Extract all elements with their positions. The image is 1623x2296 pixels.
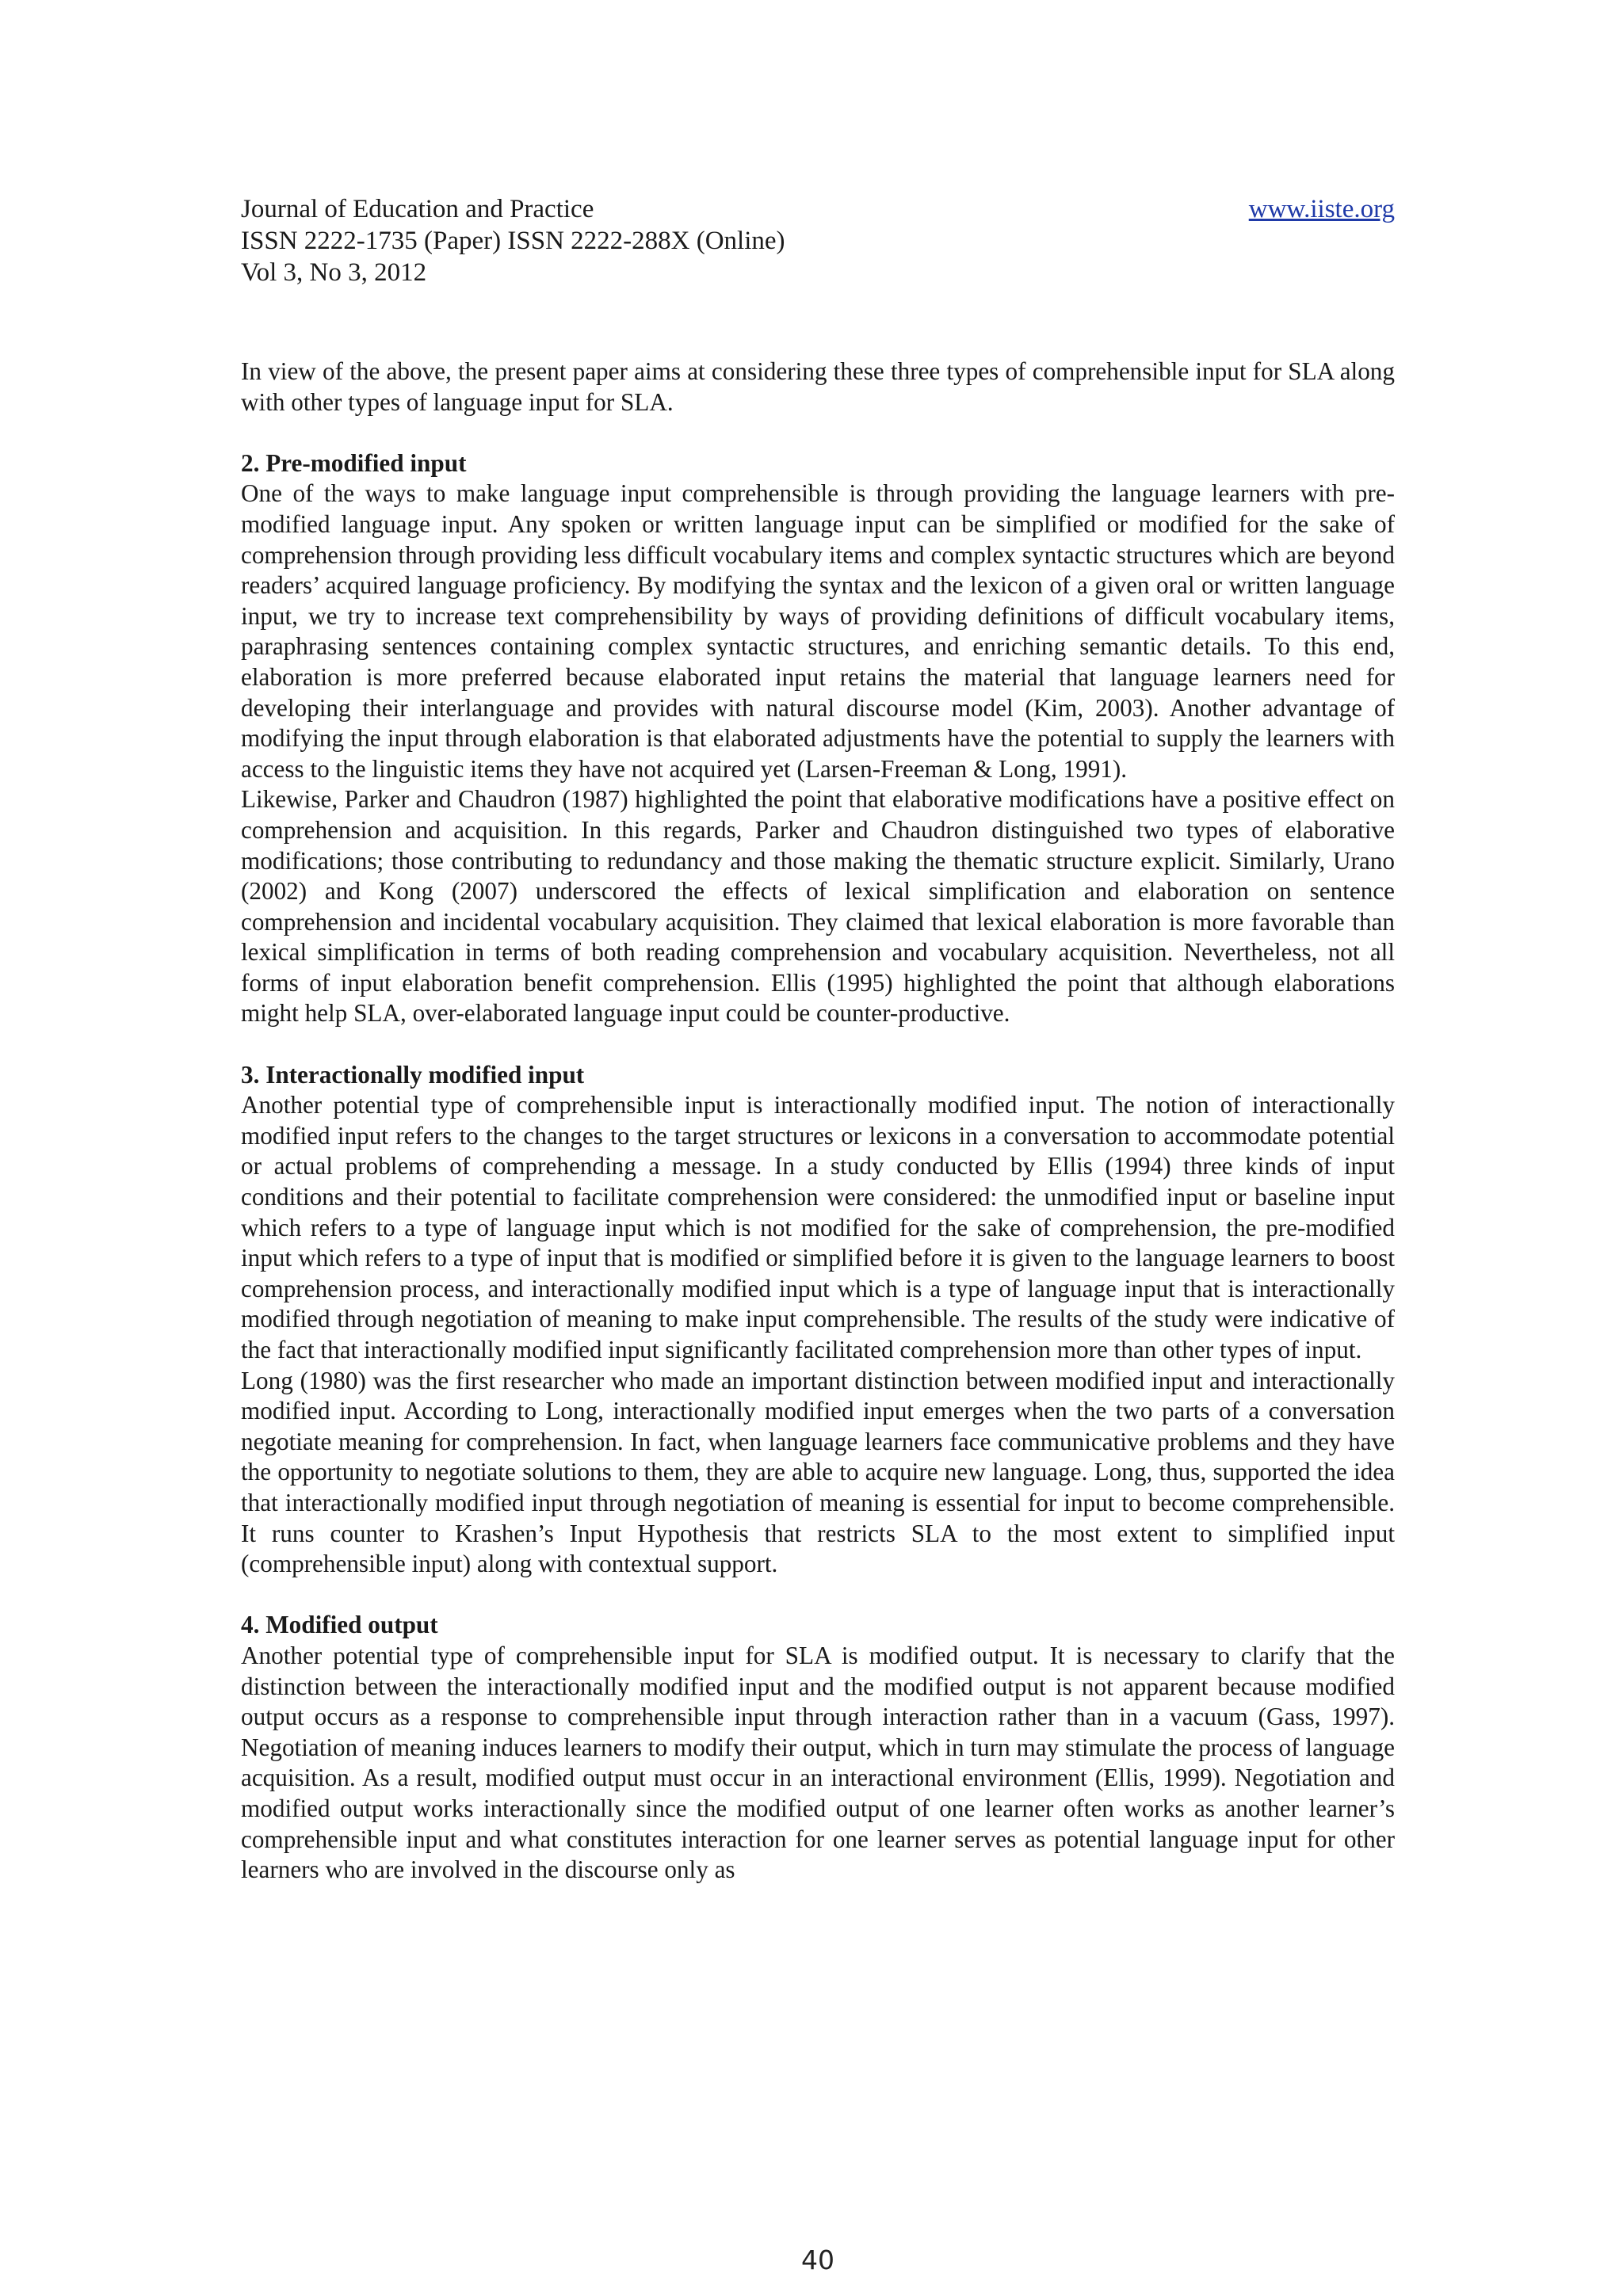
section-spacer <box>241 418 1395 448</box>
section-heading-interactionally-modified-input: 3. Interactionally modified input <box>241 1060 585 1089</box>
page-number: 40 <box>801 2245 834 2275</box>
page-header <box>241 193 1395 288</box>
intro-paragraph: In view of the above, the present paper aims at considering these three types of comprehensible input for SLA along with other types of language input for SLA. <box>241 357 1395 416</box>
paragraph: Another potential type of comprehensible input for SLA is modified output. It is necessary to clarify that the distinction between the interactionally modified input and the modified output is not apparent because modified output occurs as a response to comprehensible input through interaction rather than in a vacuum (Gass, 1997). Negotiation of meaning induces learners to modify their output, which in turn may stimulate the process of language acquisition. As a result, modified output must occur in an interactional environment (Ellis, 1999). Negotiation and modified output works interactionally since the modified output of one learner often works as another learner’s comprehensible input and what constitutes interaction for one learner serves as potential language input for other learners who are involved in the discourse only as <box>241 1641 1395 1884</box>
paragraph: Long (1980) was the first researcher who made an important distinction between modified input and interactionally modified input. According to Long, interactionally modified input emerges when the two parts of a conversation negotiate meaning for comprehension. In fact, when language learners face communicative problems and they have the opportunity to negotiate solutions to them, they are able to acquire new language. Long, thus, supported the idea that interactionally modified input through negotiation of meaning is essential for input to become comprehensible. It runs counter to Krashen’s Input Hypothesis that restricts SLA to the most extent to simplified input (comprehensible input) along with contextual support. <box>241 1366 1395 1578</box>
journal-page <box>241 193 1395 2275</box>
journal-issn: ISSN 2222-1735 (Paper) ISSN 2222-288X (Online) <box>241 227 785 255</box>
journal-website-link[interactable]: www.iiste.org <box>1248 195 1395 223</box>
section-spacer <box>241 1029 1395 1060</box>
section-spacer <box>241 1580 1395 1611</box>
journal-volume: Vol 3, No 3, 2012 <box>241 258 427 287</box>
paragraph: One of the ways to make language input comprehensible is through providing the language learners with pre-modified language input. Any spoken or written language input can be simplified or modified for the sake of comprehension through providing less difficult vocabulary items and complex syntactic structures which are beyond readers’ acquired language proficiency. By modifying the syntax and the lexicon of a given oral or written language input, we try to increase text comprehensibility by ways of providing definitions of difficult vocabulary items, paraphrasing sentences containing complex syntactic structures, and enriching semantic details. To this end, elaboration is more preferred because elaborated input retains the material that language learners need for developing their interlanguage and provides with natural discourse model (Kim, 2003). Another advantage of modifying the input through elaboration is that elaborated adjustments have the potential to supply the learners with access to the linguistic items they have not acquired yet (Larsen-Freeman & Long, 1991). <box>241 479 1395 783</box>
paragraph: Likewise, Parker and Chaudron (1987) highlighted the point that elaborative modifications have a positive effect on comprehension and acquisition. In this regards, Parker and Chaudron distinguished two types of elaborative modifications; those contributing to redundancy and those making the thematic structure explicit. Similarly, Urano (2002) and Kong (2007) underscored the effects of lexical simplification and elaboration on sentence comprehension and incidental vocabulary acquisition. They claimed that lexical elaboration is more favorable than lexical simplification in terms of both reading comprehension and vocabulary acquisition. Nevertheless, not all forms of input elaboration benefit comprehension. Ellis (1995) highlighted the point that although elaborations might help SLA, over-elaborated language input could be counter-productive. <box>241 785 1395 1028</box>
section-heading-modified-output: 4. Modified output <box>241 1611 438 1639</box>
journal-name: Journal of Education and Practice <box>241 195 594 223</box>
section-heading-pre-modified-input: 2. Pre-modified input <box>241 448 467 477</box>
paragraph: Another potential type of comprehensible input is interactionally modified input. The notion of interactionally modified input refers to the changes to the target structures or lexicons in a conversation to accommodate potential or actual problems of comprehending a message. In a study conducted by Ellis (1994) three kinds of input conditions and their potential to facilitate comprehension were considered: the unmodified input or baseline input which refers to a type of language input which is not modified for the sake of comprehension, the pre-modified input which refers to a type of input that is modified or simplified before it is given to the language learners to boost comprehension process, and interactionally modified input which is a type of language input that is interactionally modified through negotiation of meaning to make input comprehensible. The results of the study were indicative of the fact that interactionally modified input significantly facilitated comprehension more than other types of input. <box>241 1091 1395 1363</box>
article-body <box>241 357 1395 1886</box>
